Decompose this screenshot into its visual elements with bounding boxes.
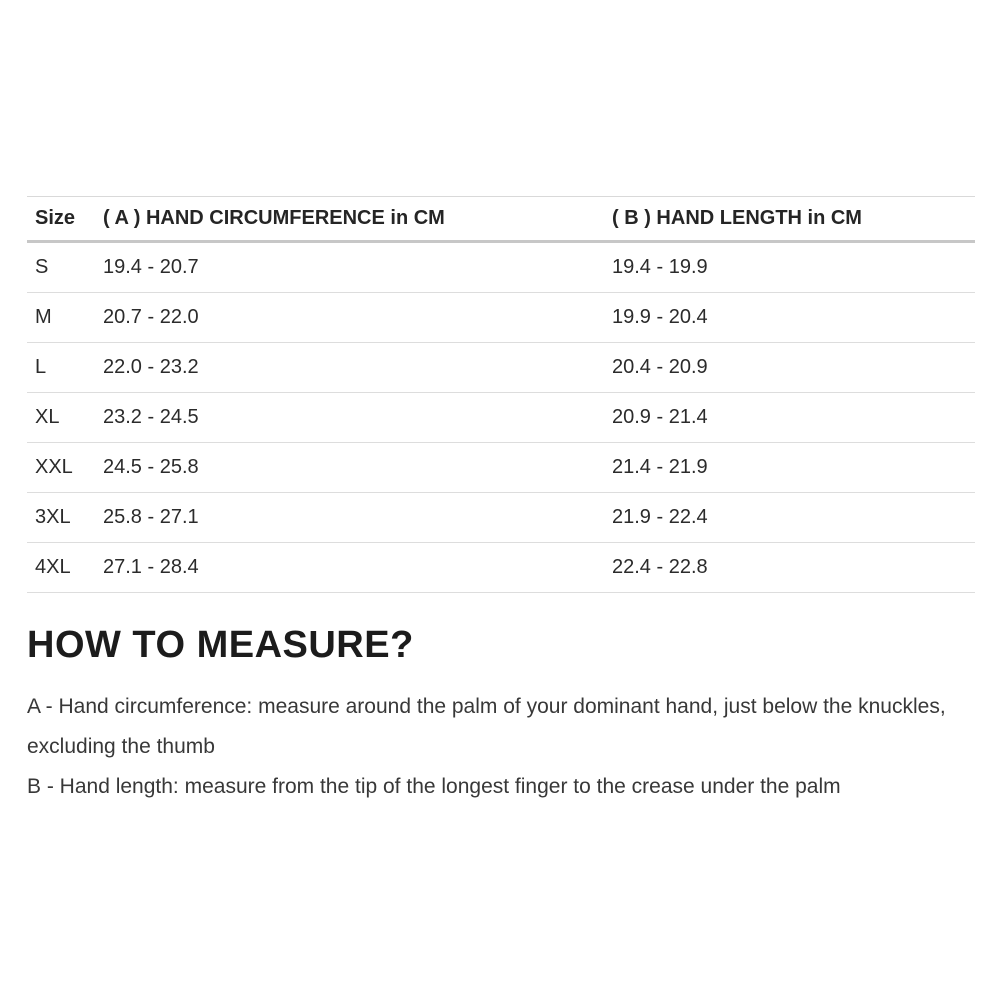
table-row [27, 343, 975, 393]
how-to-measure-heading: HOW TO MEASURE? [27, 624, 414, 666]
cell-circumference: 20.7 - 22.0 [103, 306, 199, 328]
cell-circumference: 22.0 - 23.2 [103, 356, 199, 378]
cell-circumference: 27.1 - 28.4 [103, 556, 199, 578]
cell-circumference: 25.8 - 27.1 [103, 506, 199, 528]
cell-circumference: 24.5 - 25.8 [103, 456, 199, 478]
header-hand-length: ( B ) HAND LENGTH in CM [612, 207, 862, 229]
cell-length: 20.4 - 20.9 [612, 356, 708, 378]
header-size: Size [35, 207, 76, 229]
cell-length: 21.9 - 22.4 [612, 506, 708, 528]
table-row [27, 393, 975, 443]
cell-circumference: 23.2 - 24.5 [103, 406, 199, 428]
cell-size: 4XL [35, 556, 71, 578]
cell-length: 20.9 - 21.4 [612, 406, 708, 428]
header-hand-circumference: ( A ) HAND CIRCUMFERENCE in CM [103, 207, 445, 229]
table-row [27, 493, 975, 543]
instruction-hand-circumference: A - Hand circumference: measure around the palm of your dominant hand, just below the knuckles, excluding the thumb [27, 695, 946, 758]
table-header-row [27, 197, 975, 243]
cell-size: 3XL [35, 506, 71, 528]
cell-length: 22.4 - 22.8 [612, 556, 708, 578]
size-table [27, 196, 975, 593]
table-row [27, 543, 975, 593]
cell-size: XL [35, 406, 60, 428]
cell-length: 19.9 - 20.4 [612, 306, 708, 328]
instruction-hand-length: B - Hand length: measure from the tip of the longest finger to the crease under the palm [27, 775, 841, 798]
table-row [27, 443, 975, 493]
cell-size: L [35, 356, 47, 378]
cell-length: 21.4 - 21.9 [612, 456, 708, 478]
cell-length: 19.4 - 19.9 [612, 256, 708, 278]
cell-size: XXL [35, 456, 73, 478]
how-to-measure-instructions [27, 687, 975, 807]
cell-size: M [35, 306, 52, 328]
table-row [27, 293, 975, 343]
cell-circumference: 19.4 - 20.7 [103, 256, 199, 278]
table-row [27, 243, 975, 293]
cell-size: S [35, 256, 49, 278]
